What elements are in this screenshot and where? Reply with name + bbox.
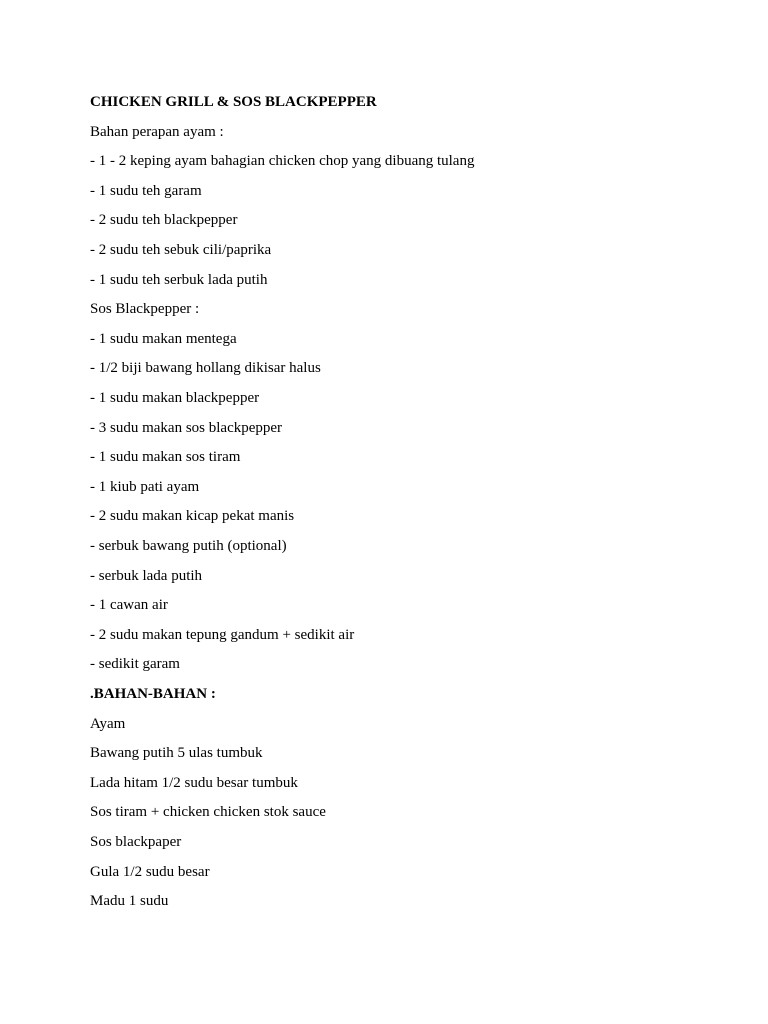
recipe-title: CHICKEN GRILL & SOS BLACKPEPPER: [90, 94, 377, 110]
sauce-ingredient: - 1 sudu makan mentega: [90, 330, 237, 347]
sauce-ingredient: - 1 kiub pati ayam: [90, 478, 200, 495]
sauce-ingredient: - 2 sudu makan tepung gandum + sedikit air: [90, 626, 355, 643]
marinade-ingredient: - 1 - 2 keping ayam bahagian chicken chop yang dibuang tulang: [90, 153, 475, 170]
ingredient-item: Gula 1/2 sudu besar: [90, 863, 210, 880]
ingredient-item: Bawang putih 5 ulas tumbuk: [90, 745, 263, 762]
marinade-ingredient: - 1 sudu teh serbuk lada putih: [90, 271, 268, 288]
ingredient-item: Sos tiram + chicken chicken stok sauce: [90, 804, 326, 821]
ingredient-item: Lada hitam 1/2 sudu besar tumbuk: [90, 774, 298, 791]
ingredient-item: Sos blackpaper: [90, 834, 182, 850]
sauce-heading: Sos Blackpepper :: [90, 301, 200, 318]
ingredient-item: Madu 1 sudu: [90, 893, 169, 910]
sauce-ingredient: - 1 sudu makan sos tiram: [90, 449, 241, 466]
sauce-ingredient: - 3 sudu makan sos blackpepper: [90, 419, 283, 436]
marinade-ingredient: - 1 sudu teh garam: [90, 182, 202, 199]
marinade-ingredient: - 2 sudu teh sebuk cili/paprika: [90, 242, 272, 258]
marinade-ingredient: - 2 sudu teh blackpepper: [90, 212, 238, 229]
marinade-heading: Bahan perapan ayam :: [90, 123, 224, 140]
ingredient-item: Ayam: [90, 715, 126, 732]
sauce-ingredient: - serbuk lada putih: [90, 567, 203, 584]
sauce-ingredient: - 1 cawan air: [90, 597, 168, 614]
sauce-ingredient: - serbuk bawang putih (optional): [90, 538, 287, 554]
ingredients-heading: .BAHAN-BAHAN :: [90, 686, 216, 702]
sauce-ingredient: - 2 sudu makan kicap pekat manis: [90, 508, 295, 525]
sauce-ingredient: - 1/2 biji bawang hollang dikisar halus: [90, 360, 321, 377]
sauce-ingredient: - 1 sudu makan blackpepper: [90, 390, 260, 406]
sauce-ingredient: - sedikit garam: [90, 656, 180, 673]
